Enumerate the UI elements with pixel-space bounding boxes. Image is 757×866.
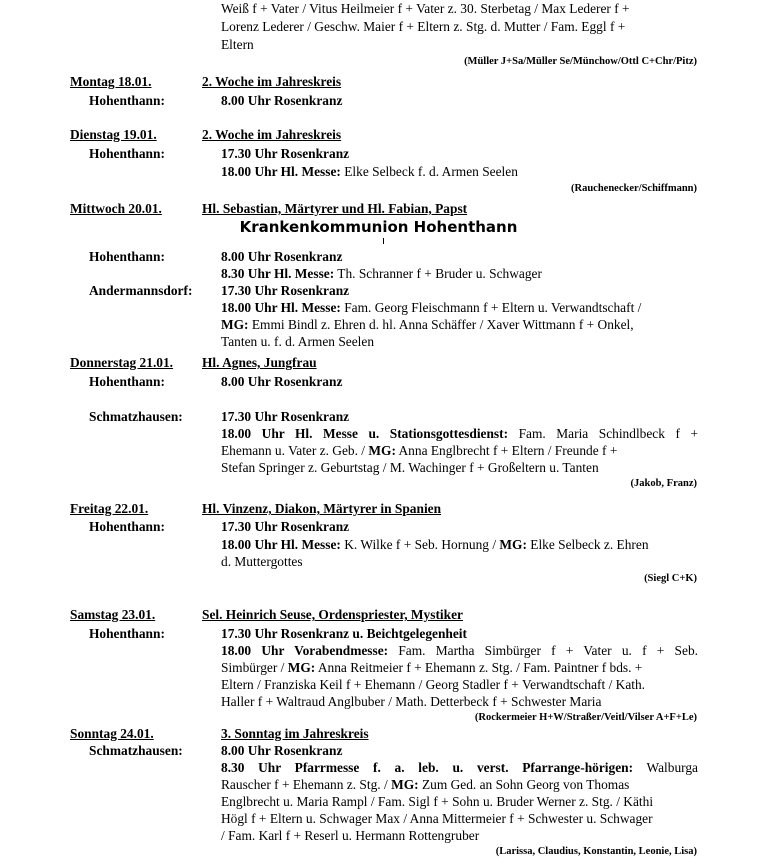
feast-heading: 2. Woche im Jahreskreis	[202, 127, 342, 142]
mass-intention: Fam. Martha Simbürger f + Vater u. f + Seb.	[388, 643, 698, 658]
place-label: Hohenthann:	[89, 374, 165, 389]
service-entry	[221, 265, 542, 282]
mass-intention: Simbürger /	[221, 660, 285, 675]
place-label: Andermannsdorf:	[89, 283, 193, 298]
place-label: Hohenthann:	[89, 626, 165, 641]
service-entry: 8.00 Uhr Rosenkranz	[221, 93, 343, 108]
mass-intention: Walburga	[633, 760, 698, 775]
feast-heading: 3. Sonntag im Jahreskreis	[221, 726, 369, 741]
place-label: Schmatzhausen:	[89, 409, 183, 424]
mass-label: 18.00 Uhr Hl. Messe u. Stationsgottesdienst:	[221, 426, 509, 441]
mass-intention: Emmi Bindl z. Ehren d. hl. Anna Schäffer / Xaver Wittmann f + Onkel,	[248, 317, 634, 332]
intention-line: Högl f + Eltern u. Schwager Max / Anna Mittermeier f + Schwester u. Schwager	[221, 811, 653, 826]
day-heading: Samstag 23.01.	[70, 607, 156, 622]
service-entry: 8.00 Uhr Rosenkranz	[221, 743, 343, 758]
mass-label: 8.30 Uhr Pfarrmesse f. a. leb. u. verst. Pfarrange-hörigen:	[221, 760, 634, 775]
service-entry: 8.00 Uhr Rosenkranz	[221, 374, 343, 389]
intention-line: Lorenz Lederer / Geschw. Maier f + Eltern z. Stg. d. Mutter / Fam. Eggl f +	[221, 19, 626, 34]
service-entry: 17.30 Uhr Rosenkranz	[221, 409, 350, 424]
server-credit: (Jakob, Franz)	[630, 478, 697, 489]
mass-label: 18.00 Uhr Hl. Messe:	[221, 537, 341, 552]
service-entry	[221, 163, 518, 180]
server-credit: (Rockermeier H+W/Straßer/Veitl/Vilser A+F+Le)	[474, 712, 697, 723]
mass-intention: Fam. Georg Fleischmann f + Eltern u. Verwandtschaft /	[340, 300, 642, 315]
service-entry: 17.30 Uhr Rosenkranz	[221, 283, 350, 298]
day-heading: Mittwoch 20.01.	[70, 201, 162, 216]
mass-label: 8.30 Uhr Hl. Messe:	[221, 266, 335, 281]
day-heading: Montag 18.01.	[70, 74, 152, 89]
service-entry	[221, 642, 698, 659]
intention-line: Tanten u. f. d. Armen Seelen	[221, 334, 375, 349]
mass-intention: Elke Selbeck z. Ehren	[526, 537, 649, 552]
service-entry: 8.00 Uhr Rosenkranz	[221, 249, 343, 264]
feast-heading: Hl. Vinzenz, Diakon, Märtyrer in Spanien	[202, 501, 442, 516]
intention-line: / Fam. Karl f + Reserl u. Hermann Rottengruber	[221, 828, 480, 843]
place-label: Hohenthann:	[89, 249, 165, 264]
intention-line	[221, 659, 642, 676]
server-credit: (Larissa, Claudius, Konstantin, Leonie, Lisa)	[495, 846, 697, 857]
sick-communion-banner: Krankenkommunion Hohenthann	[239, 218, 518, 236]
mg-label: MG:	[287, 660, 316, 675]
intention-line: Weiß f + Vater / Vitus Heilmeier f + Vater z. 30. Sterbetag / Max Lederer f +	[221, 1, 630, 16]
service-entry: 17.30 Uhr Rosenkranz	[221, 146, 350, 161]
service-entry: 17.30 Uhr Rosenkranz u. Beichtgelegenheit	[221, 626, 467, 641]
intention-line: Stefan Springer z. Geburtstag / M. Wachinger f + Großeltern u. Tanten	[221, 460, 599, 475]
server-credit: (Siegl C+K)	[644, 573, 697, 584]
intention-line: Eltern	[221, 37, 254, 52]
server-credit: (Rauchenecker/Schiffmann)	[571, 183, 697, 194]
place-label: Hohenthann:	[89, 93, 165, 108]
server-credit: (Müller J+Sa/Müller Se/Münchow/Ottl C+Chr/Pitz)	[464, 56, 697, 67]
feast-heading: Hl. Agnes, Jungfrau	[202, 355, 317, 370]
feast-heading: Sel. Heinrich Seuse, Ordenspriester, Mystiker	[202, 607, 463, 622]
mg-label: MG:	[368, 443, 396, 458]
service-entry: 17.30 Uhr Rosenkranz	[221, 519, 350, 534]
mass-intention: Rauscher f + Ehemann z. Stg. /	[221, 777, 388, 792]
mass-intention: Anna Reitmeier f + Ehemann z. Stg. / Fam. Paintner f bds. +	[315, 660, 643, 675]
mg-label: MG:	[391, 777, 419, 792]
mg-label: MG:	[221, 317, 249, 332]
mass-label: 18.00 Uhr Vorabendmesse:	[221, 643, 389, 658]
mass-intention: Anna Englbrecht f + Eltern / Freunde f +	[395, 443, 618, 458]
day-heading: Dienstag 19.01.	[70, 127, 157, 142]
day-heading: Sonntag 24.01.	[70, 726, 154, 741]
intention-line: Eltern / Franziska Keil f + Ehemann / Georg Stadler f + Verwandtschaft / Kath.	[221, 677, 646, 692]
place-label: Schmatzhausen:	[89, 743, 183, 758]
service-entry	[221, 299, 641, 316]
feast-heading: 2. Woche im Jahreskreis	[202, 74, 342, 89]
mass-label: 18.00 Uhr Hl. Messe:	[221, 300, 341, 315]
intention-line: d. Muttergottes	[221, 554, 303, 569]
divider-mark	[383, 238, 384, 244]
day-heading: Freitag 22.01.	[70, 501, 149, 516]
feast-heading: Hl. Sebastian, Märtyrer und Hl. Fabian, Papst	[202, 201, 468, 216]
service-entry	[221, 536, 649, 553]
mg-label: MG:	[499, 537, 527, 552]
service-entry	[221, 759, 698, 776]
mass-intention: Ehemann u. Vater z. Geb. /	[221, 443, 366, 458]
mass-intention: Elke Selbeck f. d. Armen Seelen	[340, 164, 518, 179]
day-heading: Donnerstag 21.01.	[70, 355, 174, 370]
intention-line	[221, 316, 634, 333]
mass-intention: K. Wilke f + Seb. Hornung /	[340, 537, 497, 552]
mass-intention: Zum Ged. an Sohn Georg von Thomas	[418, 777, 630, 792]
mass-intention: Fam. Maria Schindlbeck f +	[508, 426, 698, 441]
intention-line	[221, 776, 629, 793]
place-label: Hohenthann:	[89, 519, 165, 534]
mass-intention: Th. Schranner f + Bruder u. Schwager	[334, 266, 542, 281]
place-label: Hohenthann:	[89, 146, 165, 161]
mass-label: 18.00 Uhr Hl. Messe:	[221, 164, 341, 179]
intention-line	[221, 442, 617, 459]
service-entry	[221, 425, 698, 442]
intention-line: Haller f + Waltraud Anglbuber / Math. Detterbeck f + Schwester Maria	[221, 694, 602, 709]
intention-line: Englbrecht u. Maria Rampl / Fam. Sigl f + Sohn u. Bruder Werner z. Stg. / Käthi	[221, 794, 654, 809]
